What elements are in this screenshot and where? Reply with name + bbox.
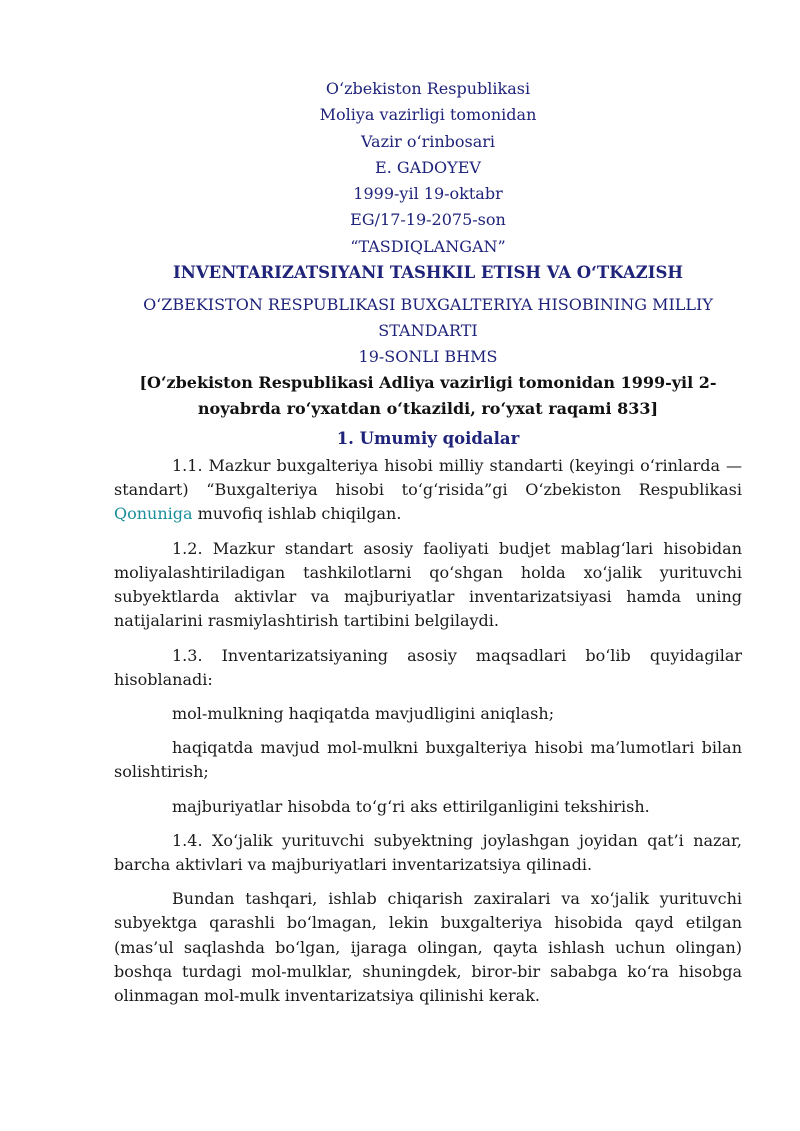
section-title: 1. Umumiy qoidalar [336, 429, 520, 449]
document-page [114, 76, 742, 1018]
approval-block [114, 76, 742, 260]
paragraph-1-2: 1.2. Mazkur standart asosiy faoliyati budjet mablag‘lari hisobidan moliyalashtiriladigan tashkilotlarni qo‘shgan holda xo‘jalik yurituvchi subyektlarda aktivlar va majburiyatlar inventarizatsiyasi hamda uning natijalarini rasmiylashtirish tartibini belgilaydi. [114, 538, 742, 631]
standard-name: O‘ZBEKISTON RESPUBLIKASI BUXGALTERIYA HISOBINING MILLIY STANDARTI [143, 295, 713, 341]
approval-ministry: Moliya vazirligi tomonidan [319, 105, 537, 125]
approval-number: EG/17-19-2075-son [350, 210, 506, 230]
paragraph-additional: Bundan tashqari, ishlab chiqarish zaxiralari va xo‘jalik yurituvchi subyektga qarashli bo‘lmagan, lekin buxgalteriya hisobida qayd etilgan (mas’ul saqlashda bo‘lgan, ijaraga olingan, qayta ishlash uchun olingan) boshqa turdagi mol-mulklar, shuningdek, biror-bir sababga ko‘ra hisobga olinmagan mol-mulk inventarizatsiya qilinishi kerak. [114, 889, 742, 1005]
approval-date: 1999-yil 19-oktabr [353, 184, 503, 204]
document-title: INVENTARIZATSIYANI TASHKIL ETISH VA O‘TKAZISH [173, 263, 683, 283]
approval-signatory: E. GADOYEV [375, 157, 481, 177]
paragraph-1-1-text: 1.1. Mazkur buxgalteriya hisobi milliy standarti (keyingi o‘rinlarda — standart) “Buxgalteriya hisobi to‘g‘risida”gi O‘zbekiston Respublikasi [114, 456, 742, 500]
document-subtitle [114, 292, 742, 370]
list-item-existence: mol-mulkning haqiqatda mavjudligini aniqlash; [172, 703, 555, 723]
registration-note: [O‘zbekiston Respublikasi Adliya vazirligi tomonidan 1999-yil 2-noyabrda ro‘yxatdan o‘tkazildi, ro‘yxat raqami 833] [139, 373, 717, 419]
paragraph-1-4: 1.4. Xo‘jalik yurituvchi subyektning joylashgan joyidan qat’i nazar, barcha aktivlari va majburiyatlari inventarizatsiya qilinadi. [114, 830, 742, 874]
approval-country: O‘zbekiston Respublikasi [325, 79, 531, 98]
standard-number: 19-SONLI BHMS [358, 347, 498, 367]
approval-stamp-text: “TASDIQLANGAN” [350, 236, 506, 256]
law-link[interactable]: Qonuniga [114, 504, 193, 524]
list-item-liabilities: majburiyatlar hisobda to‘g‘ri aks ettirilganligini tekshirish. [172, 796, 650, 816]
paragraph-1-1 [114, 454, 742, 527]
paragraph-1-3: 1.3. Inventarizatsiyaning asosiy maqsadlari bo‘lib quyidagilar hisoblanadi: [114, 645, 742, 689]
approval-position: Vazir o‘rinbosari [360, 131, 496, 151]
paragraph-1-1-tail: muvofiq ishlab chiqilgan. [192, 504, 402, 524]
list-item-comparison: haqiqatda mavjud mol-mulkni buxgalteriya hisobi ma’lumotlari bilan solishtirish; [114, 738, 742, 782]
